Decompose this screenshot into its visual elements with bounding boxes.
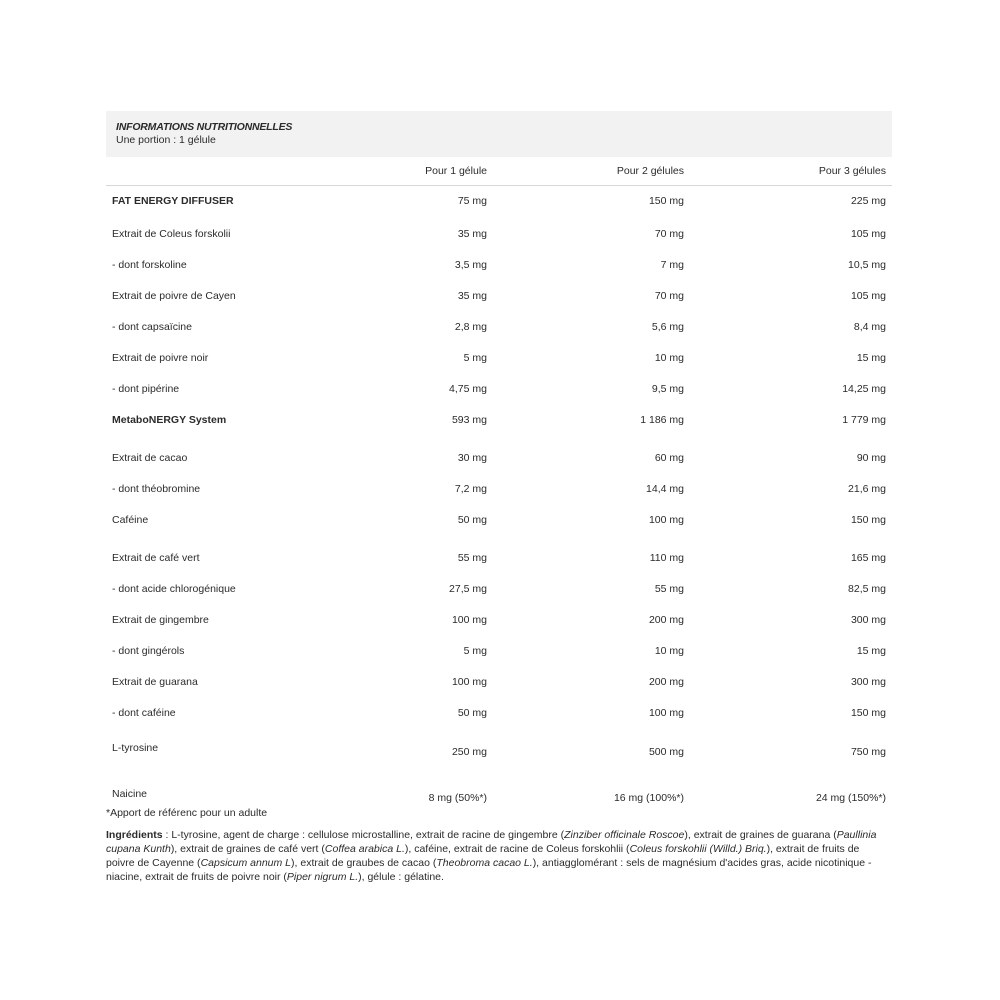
nutrient-name: Extrait de guarana (112, 676, 198, 688)
value-1-capsule: 75 mg (457, 194, 487, 207)
value-2-capsules: 150 mg (648, 194, 684, 207)
nutrient-name: Extrait de Coleus forskolii (112, 228, 231, 240)
value-2-capsules: 7 mg (660, 259, 684, 271)
value-1-capsule: 27,5 mg (449, 583, 487, 595)
nutrient-name: - dont caféine (112, 707, 176, 719)
value-3-capsules: 105 mg (850, 228, 886, 240)
value-2-capsules: 500 mg (648, 746, 684, 758)
latin-name: Capsicum annum L (200, 857, 292, 869)
latin-name: Coleus forskohlii (Willd.) Briq. (629, 843, 767, 855)
value-3-capsules: 8,4 mg (853, 321, 886, 333)
nutrient-name: Extrait de poivre de Cayen (112, 290, 236, 302)
value-1-capsule: 50 mg (457, 707, 487, 719)
value-2-capsules: 14,4 mg (646, 483, 684, 495)
value-3-capsules: 15 mg (856, 645, 886, 657)
table-row (106, 577, 892, 601)
table-row (106, 539, 892, 577)
latin-name: Coffea arabica L. (324, 843, 405, 855)
value-3-capsules: 300 mg (850, 614, 886, 626)
value-2-capsules: 5,6 mg (651, 321, 684, 333)
ingredients-body (106, 829, 876, 883)
nutrition-header (106, 111, 892, 157)
value-3-capsules: 750 mg (850, 746, 886, 758)
nutrient-name: - dont pipérine (112, 383, 180, 395)
value-2-capsules: 16 mg (100%*) (613, 792, 684, 804)
value-3-capsules: 150 mg (850, 514, 886, 526)
value-3-capsules: 10,5 mg (848, 259, 886, 271)
nutrient-name: MetaboNERGY System (112, 414, 227, 426)
table-row (106, 701, 892, 725)
latin-name: Paullinia cupana Kunth (106, 829, 877, 855)
ingredients-segment: ), gélule : gélatine. (358, 871, 444, 883)
value-3-capsules: 15 mg (856, 352, 886, 364)
nutrient-name: Extrait de café vert (112, 552, 200, 564)
table-row (106, 601, 892, 639)
value-2-capsules: 200 mg (648, 676, 684, 688)
nutrient-name: Caféine (112, 514, 149, 526)
table-row (106, 439, 892, 477)
value-1-capsule: 7,2 mg (454, 483, 487, 495)
footnote: *Apport de référenc pour un adulte (106, 807, 268, 819)
value-2-capsules: 10 mg (654, 352, 684, 364)
column-header (106, 157, 326, 186)
value-2-capsules: 100 mg (648, 514, 684, 526)
value-2-capsules: 70 mg (654, 290, 684, 302)
value-1-capsule: 50 mg (457, 514, 487, 526)
table-row (106, 501, 892, 539)
value-1-capsule: 250 mg (451, 746, 487, 758)
value-1-capsule: 593 mg (451, 414, 487, 426)
value-1-capsule: 5 mg (463, 352, 487, 364)
nutrition-panel (106, 111, 892, 817)
table-row (106, 315, 892, 339)
nutrient-name: - dont capsaïcine (112, 321, 192, 333)
table-row (106, 277, 892, 315)
nutrient-name: - dont théobromine (112, 483, 201, 495)
nutrient-name: FAT ENERGY DIFFUSER (112, 194, 234, 207)
value-2-capsules: 1 186 mg (640, 414, 684, 426)
column-header: Pour 3 gélules (690, 157, 892, 186)
table-header-row (106, 157, 892, 186)
value-3-capsules: 300 mg (850, 676, 886, 688)
value-1-capsule: 30 mg (457, 452, 487, 464)
value-2-capsules: 10 mg (654, 645, 684, 657)
value-3-capsules: 21,6 mg (848, 483, 886, 495)
value-2-capsules: 110 mg (649, 552, 684, 564)
value-1-capsule: 8 mg (50%*) (428, 792, 487, 804)
ingredients-segment: ), extrait de fruits de poivre de Cayenne ( (106, 843, 860, 869)
value-2-capsules: 55 mg (654, 583, 684, 595)
table-row (106, 253, 892, 277)
ingredients-segment: ), extrait de graines de café vert ( (170, 843, 325, 855)
value-1-capsule: 3,5 mg (454, 259, 487, 271)
latin-name: Theobroma cacao L. (436, 857, 533, 869)
nutrient-name: Extrait de poivre noir (112, 352, 209, 364)
nutrient-name: L-tyrosine (112, 742, 159, 754)
ingredients-segment: ), extrait de graubes de cacao ( (291, 857, 437, 869)
value-1-capsule: 35 mg (457, 228, 487, 240)
value-1-capsule: 35 mg (457, 290, 487, 302)
column-header: Pour 2 gélules (493, 157, 690, 186)
table-row (106, 186, 892, 216)
value-2-capsules: 60 mg (654, 452, 684, 464)
nutrient-name: - dont acide chlorogénique (112, 583, 236, 595)
value-3-capsules: 150 mg (850, 707, 886, 719)
value-1-capsule: 5 mg (463, 645, 487, 657)
value-2-capsules: 9,5 mg (651, 383, 684, 395)
value-1-capsule: 55 mg (457, 552, 487, 564)
ingredients-segment: ), extrait de graines de guarana ( (684, 829, 837, 841)
value-1-capsule: 100 mg (451, 614, 487, 626)
nutrient-name: Naicine (112, 788, 148, 800)
value-3-capsules: 90 mg (856, 452, 886, 464)
table-row (106, 339, 892, 377)
value-2-capsules: 70 mg (654, 228, 684, 240)
ingredients-segment: : L-tyrosine, agent de charge : cellulose microstalline, extrait de racine de gingembre ( (162, 829, 565, 841)
value-1-capsule: 100 mg (451, 676, 487, 688)
nutrient-name: - dont gingérols (112, 645, 185, 657)
table-row (106, 215, 892, 253)
table-row (106, 663, 892, 701)
nutrition-table (106, 157, 892, 817)
table-row (106, 401, 892, 439)
table-row (106, 377, 892, 401)
value-3-capsules: 82,5 mg (848, 583, 886, 595)
latin-name: Zinziber officinale Roscoe (564, 829, 685, 841)
nutrition-title: INFORMATIONS NUTRITIONNELLES (116, 121, 293, 133)
value-3-capsules: 24 mg (150%*) (815, 792, 886, 804)
table-row (106, 639, 892, 663)
value-2-capsules: 200 mg (648, 614, 684, 626)
value-1-capsule: 4,75 mg (449, 383, 487, 395)
value-3-capsules: 14,25 mg (842, 383, 886, 395)
ingredients-text (106, 828, 890, 884)
value-1-capsule: 2,8 mg (454, 321, 487, 333)
ingredients-segment: ), antiagglomérant : sels de magnésium d'acides gras, acide nicotinique - niacine, extrait de fruits de poivre noir ( (106, 857, 872, 883)
nutrient-name: Extrait de cacao (112, 452, 188, 464)
nutrient-name: Extrait de gingembre (112, 614, 209, 626)
value-3-capsules: 1 779 mg (842, 414, 886, 426)
value-3-capsules: 225 mg (850, 194, 886, 207)
table-row (106, 477, 892, 501)
column-header: Pour 1 gélule (326, 157, 493, 186)
value-3-capsules: 105 mg (850, 290, 886, 302)
ingredients-segment: ), caféine, extrait de racine de Coleus forskohlii ( (404, 843, 630, 855)
serving-size: Une portion : 1 gélule (116, 134, 216, 146)
table-row (106, 725, 892, 771)
nutrient-name: - dont forskoline (112, 259, 187, 271)
value-3-capsules: 165 mg (850, 552, 886, 564)
latin-name: Piper nigrum L. (286, 871, 359, 883)
value-2-capsules: 100 mg (648, 707, 684, 719)
ingredients-label: Ingrédients (106, 829, 163, 841)
